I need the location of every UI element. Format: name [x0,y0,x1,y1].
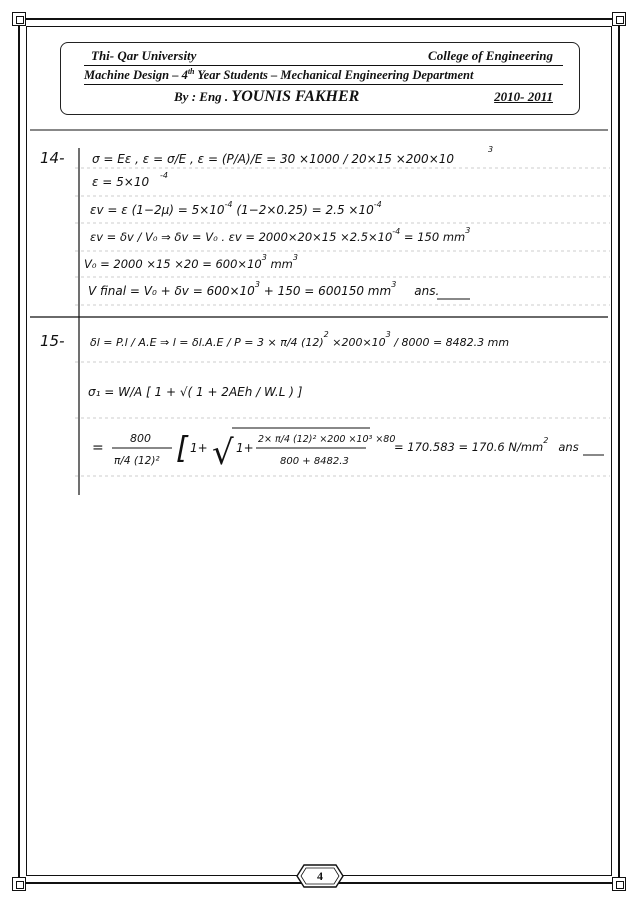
problem-15-line-3-inner-numerator: 2× π/4 (12)² ×200 ×10³ ×80 [258,434,396,445]
problem-14-line-2-exp: -4 [160,171,168,180]
problem-14-line-5-group [84,253,298,271]
course-name: Machine Design – 4 [84,68,188,83]
problem-14-line-3-exp2: -4 [373,200,382,209]
problem-14-line-3-rest: (1−2×0.25) = 2.5 ×10 [232,203,374,217]
problem-15-line-1-rest: ×200×10 [328,336,386,349]
problem-15-line-3-denominator: π/4 (12)² [114,455,160,467]
problem-14-line-2: ε = 5×10 [92,175,150,189]
author-name: YOUNIS FAKHER [231,88,360,105]
problem-15-line-3-result-exp: 2 [543,436,549,445]
page-number-badge [296,864,344,888]
problem-14-line-3: εv = ε (1−2μ) = 5×10 [90,203,225,217]
problem-15-line-1: δl = P.l / A.E ⇒ l = δl.A.E / P = 3 × π/4 (12) [90,336,324,349]
academic-years: 2010- 2011 [494,89,553,104]
problem-14-line-4-unit-exp: 3 [465,226,471,235]
problem-14-line-6-exp: 3 [254,280,260,289]
problem-14-line-3-exp: -4 [224,200,233,209]
problem-14-line-4-exp: -4 [392,227,401,236]
college-name: College of Engineering [428,48,553,63]
problem-15-number: 15- [40,332,65,350]
problem-15-line-3-result-group [394,436,579,454]
by-label: By : Eng . [174,89,229,104]
problem-14-line-5-unit: mm [266,257,293,271]
one-plus-inner: 1+ [236,441,254,455]
problem-14-line-1: σ = Eε , ε = σ/E , ε = (P/A)/E = 30 ×1000 / 20×15 ×200×10 [92,152,455,166]
problem-14-answer-mark: ans. [414,284,440,298]
problem-15-line-3-inner-denominator: 800 + 8482.3 [280,456,349,467]
problem-14-number: 14- [40,149,65,167]
problem-15-line-1-exp: 2 [323,330,329,339]
page-number: 4 [317,869,323,883]
problem-15-line-3-numerator: 800 [130,432,151,445]
course-rest: Year Students – Mechanical Engineering Department [194,68,474,83]
equals-sign: = [92,440,104,456]
problem-14-line-6-group [88,280,439,298]
problem-14-line-5-unit-exp: 3 [292,253,298,262]
problem-14-line-4-group [90,226,470,244]
problem-14-line-6-rest: + 150 = 600150 mm [259,284,392,298]
problem-14-line-5-exp: 3 [261,253,267,262]
problem-15-line-2: σ₁ = W/A [ 1 + √( 1 + 2AEh / W.L ) ] [88,385,303,399]
problem-15-line-3-result: = 170.583 = 170.6 N/mm [394,440,544,454]
problem-14-line-6-unit-exp: 3 [391,280,397,289]
problem-15-line-1-group [90,330,509,349]
problem-15-line-1-end: / 8000 = 8482.3 mm [390,336,510,349]
problem-15-answer-mark: ans [558,440,579,454]
problem-14-line-5: V₀ = 2000 ×15 ×20 = 600×10 [84,257,262,271]
one-plus: 1+ [190,441,208,455]
open-bracket: [ [176,431,188,466]
radical-sign: √ [212,433,234,473]
problem-14-line-4-rest: = 150 mm [400,230,466,244]
university-name: Thi- Qar University [91,48,197,63]
problem-14-line-6: V final = V₀ + δv = 600×10 [88,284,255,298]
problem-14-line-3-group [90,200,382,217]
problem-14-line-4: εv = δv / V₀ ⇒ δv = V₀ . εv = 2000×20×15 ×2.5×10 [90,230,393,244]
problem-15-line-1-exp2: 3 [385,330,391,339]
problem-14-line-1-exp: 3 [488,145,494,154]
course-sup: th [187,67,195,76]
